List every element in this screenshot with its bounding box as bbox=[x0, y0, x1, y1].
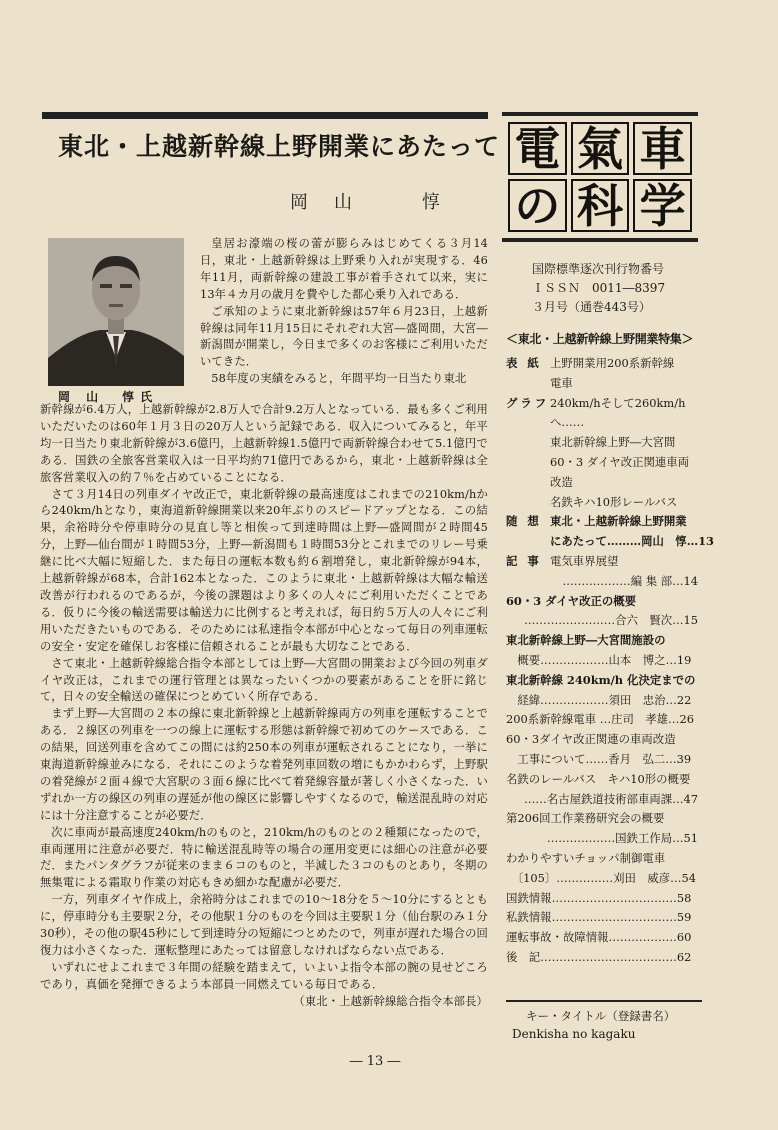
toc-row: ………………編 集 部…14 bbox=[562, 573, 698, 588]
toc-row: 概要………………山本 博之…19 bbox=[506, 652, 692, 667]
paragraph: 皇居お濠端の桜の蕾が膨らみはじめてくる３月14日，東北・上越新幹線は上野乗り入れが実現する．46年11月，両新幹線の建設工事が着手されて以来，実に13年４カ月の歳月を費やした都心乗り入れである． bbox=[200, 237, 488, 301]
toc-row: 国鉄情報……………………………58 bbox=[506, 890, 692, 905]
toc-row bbox=[506, 394, 702, 414]
table-of-contents bbox=[506, 354, 714, 968]
toc-row: ………………国鉄工作局…51 bbox=[546, 831, 698, 846]
toc-row: 60・3 ダイヤ改正関連車両 bbox=[550, 454, 690, 469]
paragraph: 次に車両が最高速度240km/hのものと，210km/hのものとの２種類になったので，車両運用に注意が必要だ．特に輸送混乱時等の場合の運用変更には細心の注意が必要だ．またパンタグラフが従来のまま６コのものと，半減した３コのものとあり，冬期の無集電による霜取り作業の対応もきめ細かな配慮が必要だ． bbox=[40, 825, 488, 890]
toc-label: 表 紙 bbox=[506, 356, 542, 370]
toc-label: 記 事 bbox=[506, 553, 542, 568]
toc-row: 後 記………………………………62 bbox=[506, 949, 692, 964]
toc-row: わかりやすいチョッパ制御電車 bbox=[506, 850, 666, 865]
paragraph: まず上野―大宮間の２本の線に東北新幹線と上越新幹線両方の列車を運転することである．２線区の列車を一つの線上に運転する形態は新幹線で初めてのケースである．この結果，回送列車を含めてこの間には約250本の列車が運転されることになり，一挙に東海道新幹線並みになる．それにこのような着発列車回数の増にもかかわらず，上野駅の着発線が２面４線で大宮駅の３面６線に比べて着発線容量が著しく小さくなった．いずれか一方の線区の列車の遅延が他の線区に影響しやすくなるので，輸送混乱時の対応には十分注意することが必要だ． bbox=[40, 707, 488, 822]
magazine-masthead bbox=[502, 112, 698, 242]
toc-row: 工事について……香月 弘二…39 bbox=[506, 751, 692, 766]
masthead-char: 科 bbox=[571, 179, 630, 232]
article-title: 東北・上越新幹線上野開業にあたって bbox=[58, 132, 501, 161]
toc-row: 〔105〕……………刈田 威彦…54 bbox=[506, 870, 697, 885]
toc-row: 改造 bbox=[550, 474, 573, 489]
toc-row: 私鉄情報……………………………59 bbox=[506, 910, 692, 925]
paragraph: ご承知のように東北新幹線は57年６月23日，上越新幹線は同年11月15日にそれぞれ大宮―盛岡間，大宮―新潟間が開業し，今日まで多くのお客様にご利用いただいてきた． bbox=[200, 304, 488, 369]
toc-row: 第206回工作業務研究会の概要 bbox=[506, 811, 665, 826]
masthead-char: の bbox=[508, 179, 567, 232]
toc-entry: 東北・上越新幹線上野開業 bbox=[550, 514, 687, 529]
divider bbox=[506, 1000, 702, 1002]
paragraph: さて東北・上越新幹線総合指令本部としては上野―大宮間の開業および今回の列車ダイヤ改正は，これまでの運行管理とは異なったいくつかの要素があることを肝に銘じて，日々の安全輸送の確保につとめていく所存である． bbox=[40, 656, 488, 704]
toc-entry: 上野開業用200系新幹線 bbox=[550, 356, 675, 370]
toc-entry: 電気車界展望 bbox=[550, 553, 619, 568]
issn-label: 国際標準逐次刊行物番号 bbox=[532, 262, 665, 276]
toc-row: 経緯………………須田 忠治…22 bbox=[506, 692, 692, 707]
toc-row: ……名古屋鉄道技術部車両課…47 bbox=[524, 791, 698, 806]
toc-row: へ…… bbox=[550, 415, 585, 430]
toc-row bbox=[506, 512, 702, 532]
toc-row: 名鉄キハ10形レールバス bbox=[550, 494, 678, 509]
photo-caption: 岡 山 惇氏 bbox=[58, 390, 159, 404]
masthead-char: 電 bbox=[508, 122, 567, 175]
author-photo bbox=[48, 238, 184, 386]
toc-label: 随 想 bbox=[506, 514, 542, 529]
toc-row: 運転事故・故障情報………………60 bbox=[506, 930, 692, 945]
author-name: 岡山 惇 bbox=[290, 192, 466, 213]
toc-row bbox=[506, 552, 702, 572]
toc-row: 200系新幹線電車 …庄司 孝雄…26 bbox=[506, 712, 694, 727]
toc-row: 名鉄のレールバス キハ10形の概要 bbox=[506, 771, 691, 786]
paragraph: いずれにせよこれまで３年間の経験を踏まえて，いよいよ指令本部の腕の見せどころであり，真価を発揮できるよう本部員一同燃えている毎日である． bbox=[40, 960, 488, 991]
paragraph: 新幹線が6.4万人，上越新幹線が2.8万人で合計9.2万人となっている．最も多くご利用いただいたのは60年１月３日の20万人という記録である．収入についてみると，年平均一日当たり東北新幹線が3.6億円，上越新幹線1.5億円で両新幹線合わせて5.1億円である．国鉄の全旅客営業収入は一日平均約71億円であるから，東北・上越新幹線は全旅客営業収入の約７％を占めていることになる． bbox=[40, 403, 488, 484]
toc-row: 60・3ダイヤ改正関連の車両改造 bbox=[506, 732, 676, 747]
paragraph: さて３月14日の列車ダイヤ改正で，東北新幹線の最高速度はこれまでの210km/hから240km/hとなり，東海道新幹線開業以来20年ぶりのスピードアップとなる．この結果，余裕時分や停車時分の見直し等と相俟って到達時間は上野―盛岡間が２時間45分，上野―仙台間が１時間53分，上野―新潟間も１時間53分とこれまでのリレー号乗継に比べ大幅に短縮した．また毎日の運転本数も約６割増発し，東北新幹線が94本，上越新幹線が68本，合計162本となった．このように東北・上越新幹線は大幅な輸送改善が行われるのであるが，今後の課題はより多くの人々にご利用いただくことである．仮りに今後の輸送需要は輸送力に比例すると考えれば，毎日約５万人の人々にご利用いただきたいものである．そのためには私達指令本部が中心となって毎日の列車運転の安全・安定を確保しお客様に信頼されることが最も大切なことである． bbox=[40, 487, 488, 653]
toc-row: 東北新幹線上野―大宮間 bbox=[550, 435, 676, 450]
author-affiliation: （東北・上越新幹線総合指令本部長） bbox=[293, 994, 488, 1008]
toc-row: 東北新幹線上野―大宮間施設の bbox=[506, 633, 666, 648]
toc-row: ……………………合六 賢次…15 bbox=[524, 613, 698, 628]
toc-row bbox=[506, 354, 702, 374]
title-rule bbox=[42, 112, 488, 119]
masthead-char: 車 bbox=[633, 122, 692, 175]
masthead-char: 氣 bbox=[571, 122, 630, 175]
paragraph: 58年度の実績をみると，年間平均一日当たり東北 bbox=[211, 372, 467, 386]
toc-row: 60・3 ダイヤ改正の概要 bbox=[506, 593, 637, 608]
masthead-char: 学 bbox=[633, 179, 692, 232]
toc-row: 電車 bbox=[550, 375, 573, 390]
issn-number: ＩＳＳＮ 0011―8397 bbox=[532, 281, 666, 295]
key-title-romaji: Denkisha no kagaku bbox=[512, 1027, 636, 1041]
toc-row: にあたって………岡山 惇…13 bbox=[550, 534, 714, 549]
page-number: ― 13 ― bbox=[349, 1054, 401, 1069]
issn-block bbox=[532, 260, 722, 317]
key-title-label: キー・タイトル（登録書名） bbox=[526, 1009, 676, 1023]
toc-heading: ＜東北・上越新幹線上野開業特集＞ bbox=[506, 332, 694, 346]
intro-text bbox=[200, 236, 488, 388]
article-body bbox=[40, 402, 488, 1011]
paragraph: 一方，列車ダイヤ作成上，余裕時分はこれまでの10～18分を５～10分にするとともに，停車時分も主要駅２分，その他駅１分のものを今回は主要駅１分（仙台駅のみ１分30秒），その他の駅45秒にして到達時分の短縮につとめたので，列車が遅れた場合の回復力は小さくなった．運転整理にあたっては留意しなければならない点である． bbox=[40, 893, 488, 957]
toc-label: グラフ bbox=[506, 395, 550, 410]
issue-number: ３月号（通巻443号） bbox=[532, 300, 651, 314]
toc-row: 東北新幹線 240km/h 化決定までの bbox=[506, 672, 696, 687]
toc-entry: 240km/hそして260km/h bbox=[550, 395, 686, 410]
